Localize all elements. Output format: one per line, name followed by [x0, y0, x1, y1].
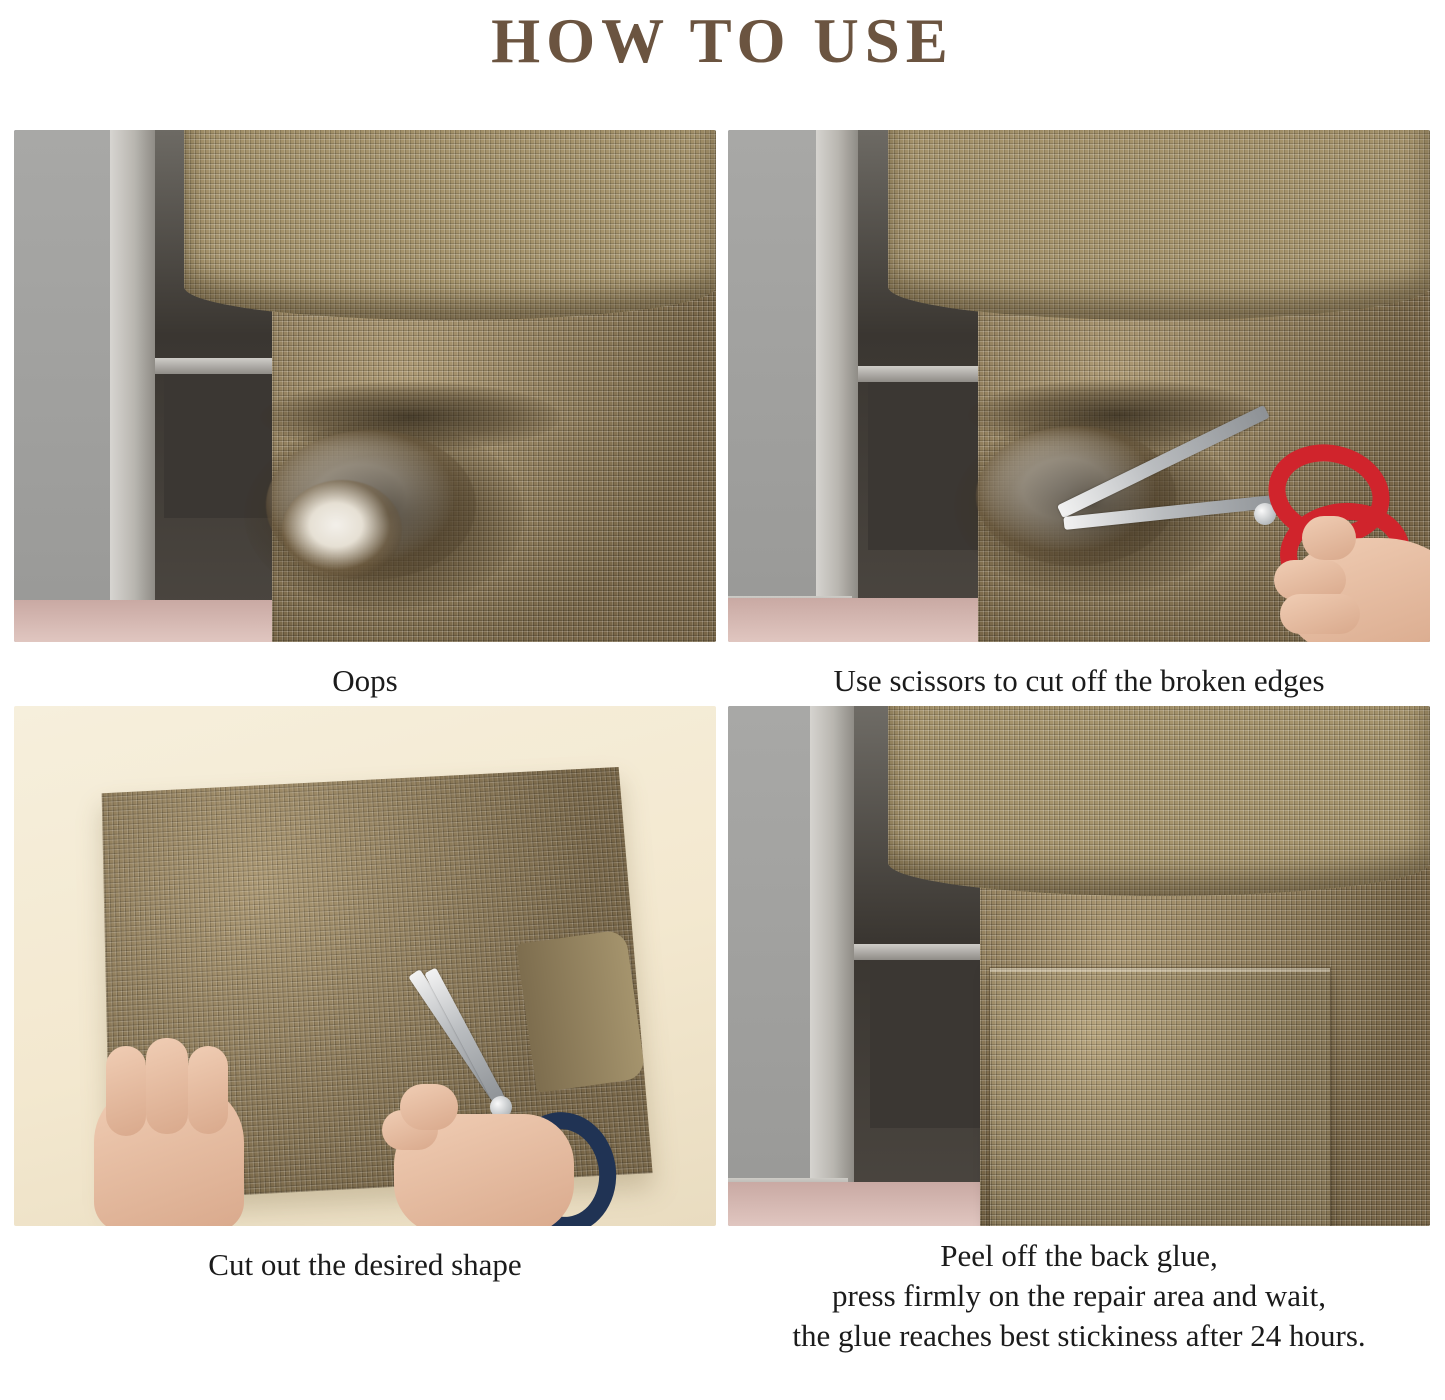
step-2-cell: [722, 130, 1436, 706]
step-2-image: [728, 130, 1430, 642]
step-1-caption: Oops: [332, 663, 398, 698]
step-1-cell: [8, 130, 722, 706]
step-4-cell: [722, 706, 1436, 1362]
cushion-top: [888, 706, 1430, 896]
hand-holding-scissors: [1268, 510, 1430, 642]
stuffing-tuft: [282, 480, 402, 580]
wall-left-upper: [14, 130, 110, 600]
wall-left-upper: [728, 130, 816, 596]
patch-edge-highlight: [990, 968, 1330, 972]
applied-repair-patch: [990, 968, 1330, 1226]
step-4-caption: [728, 1226, 1430, 1362]
cushion-top: [888, 130, 1430, 320]
step-4-caption-line-3: the glue reaches best stickiness after 24 hours.: [792, 1318, 1366, 1353]
step-3-cell: [8, 706, 722, 1362]
steps-grid: [8, 130, 1437, 1362]
finger-2: [1280, 594, 1360, 634]
finger-1: [106, 1046, 146, 1136]
cabinet-frame-vertical: [109, 130, 155, 642]
cabinet-frame-vertical: [814, 130, 858, 642]
hand-holding-fabric: [84, 1036, 284, 1226]
floor: [14, 600, 314, 642]
finger-3: [188, 1046, 228, 1134]
thumb: [400, 1084, 458, 1130]
step-4-caption-line-1: Peel off the back glue,: [940, 1238, 1218, 1273]
floor: [728, 598, 1018, 642]
step-3-caption: Cut out the desired shape: [208, 1247, 522, 1282]
step-1-image: [14, 130, 716, 642]
cabinet-frame-vertical: [808, 706, 854, 1226]
hand-operating-scissors: [374, 1084, 594, 1226]
page-title: HOW TO USE: [491, 6, 954, 76]
finger-2: [146, 1038, 188, 1134]
thumb: [1302, 516, 1356, 560]
wall-left-upper: [728, 706, 810, 1178]
step-4-caption-line-2: press firmly on the repair area and wait,: [831, 1278, 1327, 1313]
step-2-caption: Use scissors to cut off the broken edges: [833, 663, 1325, 698]
cushion-top: [184, 130, 716, 320]
step-4-image: [728, 706, 1430, 1226]
step-3-image: [14, 706, 716, 1226]
